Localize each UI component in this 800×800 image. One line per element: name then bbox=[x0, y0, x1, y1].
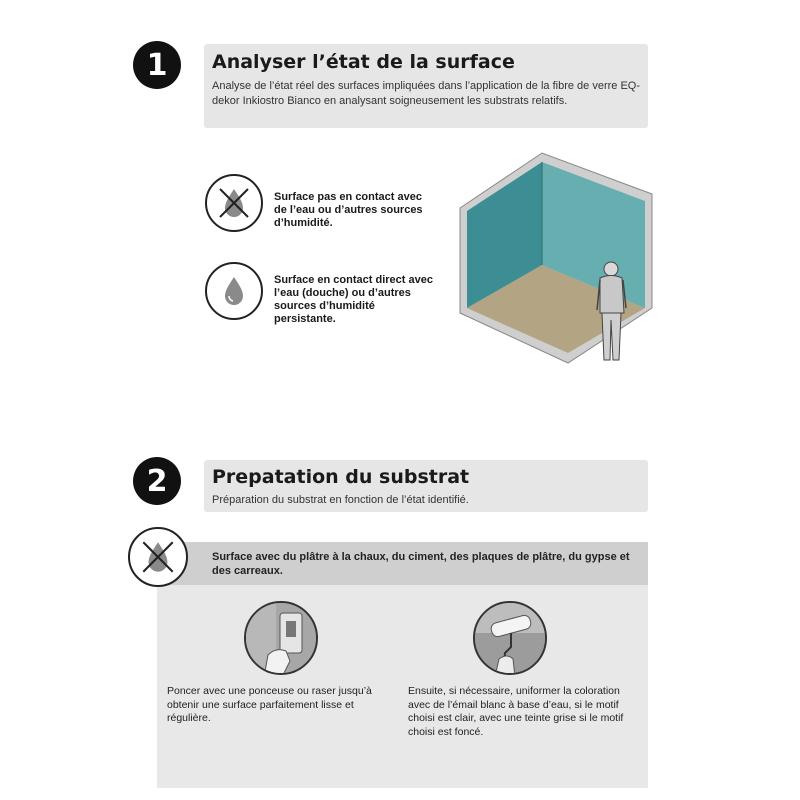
section2-title: Prepatation du substrat bbox=[212, 466, 470, 488]
sanding-step-text: Poncer avec une ponceuse ou raser jusqu’à obtenir une surface parfaitement lisse et régulière. bbox=[167, 685, 372, 724]
crossed-water-drop-icon bbox=[137, 536, 179, 578]
no-water-condition-icon bbox=[205, 174, 263, 232]
roller-step-text: Ensuite, si nécessaire, uniformer la coloration avec de l’émail blanc à base d’eau, si le motif choisi est clair, avec une teinte grise si le motif choisi est foncé. bbox=[408, 685, 624, 738]
water-drop-icon bbox=[214, 271, 254, 311]
paint-roller-icon bbox=[475, 603, 547, 675]
section1-header bbox=[204, 44, 648, 128]
step-number-1: 1 bbox=[133, 41, 181, 89]
water-condition-text: Surface en contact direct avec l’eau (douche) ou d’autres sources d’humidité persistante. bbox=[274, 274, 433, 325]
step-number-2: 2 bbox=[133, 457, 181, 505]
substrate-panel bbox=[157, 542, 648, 788]
section1-title: Analyser l’état de la surface bbox=[212, 51, 515, 73]
section2-description: Préparation du substrat en fonction de l’état identifié. bbox=[212, 494, 469, 506]
section2-header bbox=[204, 460, 648, 512]
roller-photo bbox=[473, 601, 547, 675]
section1-description: Analyse de l’état réel des surfaces impliquées dans l’application de la fibre de verre EQ-dekor Inkiostro Bianco en analysant soigneusement les substrats relatifs. bbox=[212, 80, 641, 107]
sanding-icon bbox=[246, 603, 318, 675]
crossed-water-drop-icon bbox=[214, 183, 254, 223]
substrate-panel-header bbox=[157, 542, 648, 585]
substrate-condition-icon bbox=[128, 527, 188, 587]
substrate-description: Surface avec du plâtre à la chaux, du ciment, des plaques de plâtre, du gypse et des carreaux. bbox=[212, 551, 630, 577]
room-with-person-illustration bbox=[455, 148, 655, 373]
sanding-photo bbox=[244, 601, 318, 675]
water-condition-icon bbox=[205, 262, 263, 320]
no-water-condition-text: Surface pas en contact avec de l’eau ou d’autres sources d’humidité. bbox=[274, 191, 423, 229]
